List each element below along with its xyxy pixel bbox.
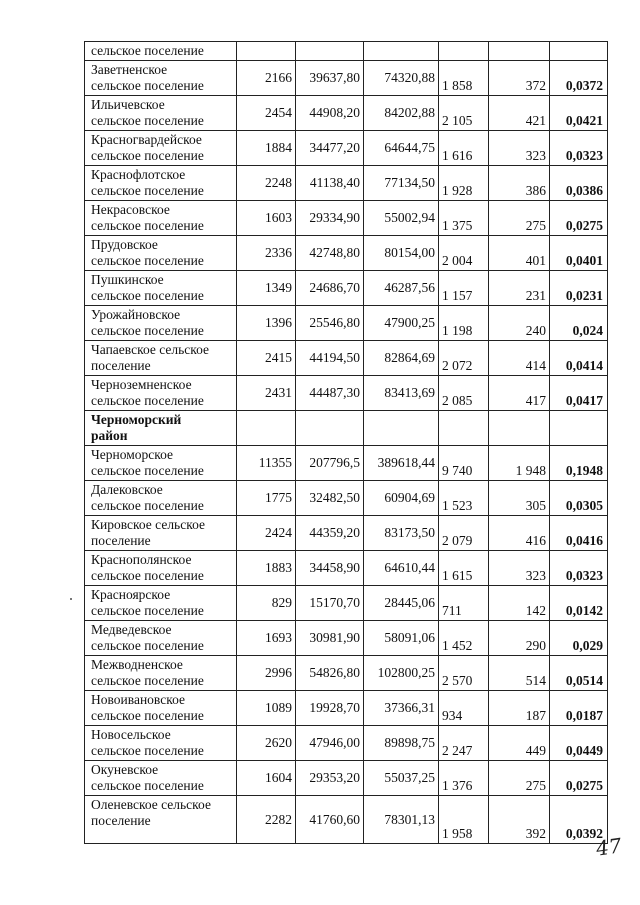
value-d-cell: 187: [489, 691, 550, 726]
coefficient-cell: [550, 42, 608, 61]
population-cell: 11355: [237, 446, 296, 481]
value-c-cell: [439, 411, 489, 446]
table-row: [85, 376, 608, 411]
value-d-cell: 421: [489, 96, 550, 131]
value-b-cell: 84202,88: [364, 96, 439, 131]
coefficient-cell: 0,0275: [550, 761, 608, 796]
value-d-cell: 231: [489, 271, 550, 306]
value-a-cell: 19928,70: [296, 691, 364, 726]
value-b-cell: 60904,69: [364, 481, 439, 516]
coefficient-cell: 0,0449: [550, 726, 608, 761]
population-cell: [237, 42, 296, 61]
value-d-cell: 416: [489, 516, 550, 551]
population-cell: 1349: [237, 271, 296, 306]
value-c-cell: 1 157: [439, 271, 489, 306]
value-b-cell: 55037,25: [364, 761, 439, 796]
value-d-cell: 386: [489, 166, 550, 201]
coefficient-cell: 0,0401: [550, 236, 608, 271]
value-d-cell: 414: [489, 341, 550, 376]
value-c-cell: 934: [439, 691, 489, 726]
table-row: [85, 446, 608, 481]
value-c-cell: 1 452: [439, 621, 489, 656]
settlement-name-cell: Краснофлотское сельское поселение: [85, 166, 237, 201]
value-d-cell: 275: [489, 201, 550, 236]
settlement-name-cell: Прудовское сельское поселение: [85, 236, 237, 271]
table-row: [85, 726, 608, 761]
value-d-cell: 401: [489, 236, 550, 271]
coefficient-cell: 0,0323: [550, 551, 608, 586]
settlement-name-cell: сельское поселение: [85, 42, 237, 61]
table-row: [85, 586, 608, 621]
population-cell: 1693: [237, 621, 296, 656]
value-a-cell: 25546,80: [296, 306, 364, 341]
coefficient-cell: 0,0187: [550, 691, 608, 726]
coefficient-cell: 0,0231: [550, 271, 608, 306]
value-a-cell: 41760,60: [296, 796, 364, 844]
coefficient-cell: 0,0275: [550, 201, 608, 236]
settlement-name-cell: Черноморский район: [85, 411, 237, 446]
population-cell: 1089: [237, 691, 296, 726]
value-a-cell: 15170,70: [296, 586, 364, 621]
value-b-cell: 74320,88: [364, 61, 439, 96]
value-a-cell: 34458,90: [296, 551, 364, 586]
table-row: [85, 96, 608, 131]
value-c-cell: 1 198: [439, 306, 489, 341]
settlement-name-cell: Некрасовское сельское поселение: [85, 201, 237, 236]
value-d-cell: 323: [489, 131, 550, 166]
settlement-name-cell: Окуневское сельское поселение: [85, 761, 237, 796]
coefficient-cell: 0,0372: [550, 61, 608, 96]
value-b-cell: 77134,50: [364, 166, 439, 201]
table-row: [85, 131, 608, 166]
coefficient-cell: 0,1948: [550, 446, 608, 481]
settlement-name-cell: Межводненское сельское поселение: [85, 656, 237, 691]
value-c-cell: 2 079: [439, 516, 489, 551]
population-cell: 1603: [237, 201, 296, 236]
value-b-cell: 58091,06: [364, 621, 439, 656]
value-c-cell: [439, 42, 489, 61]
scan-speck: [70, 598, 72, 600]
population-cell: 1396: [237, 306, 296, 341]
value-d-cell: 372: [489, 61, 550, 96]
population-cell: 2454: [237, 96, 296, 131]
value-b-cell: 83413,69: [364, 376, 439, 411]
population-cell: 2282: [237, 796, 296, 844]
coefficient-cell: 0,0386: [550, 166, 608, 201]
value-a-cell: 29334,90: [296, 201, 364, 236]
table-row: [85, 166, 608, 201]
value-c-cell: 711: [439, 586, 489, 621]
value-c-cell: 2 247: [439, 726, 489, 761]
value-b-cell: 82864,69: [364, 341, 439, 376]
settlement-name-cell: Кировское сельское поселение: [85, 516, 237, 551]
settlement-name-cell: Красногвардейское сельское поселение: [85, 131, 237, 166]
population-cell: 2415: [237, 341, 296, 376]
value-d-cell: [489, 411, 550, 446]
value-b-cell: 83173,50: [364, 516, 439, 551]
section-header-row: [85, 411, 608, 446]
value-c-cell: 2 004: [439, 236, 489, 271]
table-row: [85, 306, 608, 341]
value-d-cell: 305: [489, 481, 550, 516]
settlement-name-cell: Урожайновское сельское поселение: [85, 306, 237, 341]
value-b-cell: [364, 411, 439, 446]
value-a-cell: 47946,00: [296, 726, 364, 761]
settlement-name-cell: Красноярское сельское поселение: [85, 586, 237, 621]
value-c-cell: 1 615: [439, 551, 489, 586]
value-c-cell: 1 958: [439, 796, 489, 844]
value-b-cell: 89898,75: [364, 726, 439, 761]
table-row: [85, 61, 608, 96]
population-cell: 2431: [237, 376, 296, 411]
value-c-cell: 2 085: [439, 376, 489, 411]
settlement-name-cell: Далековское сельское поселение: [85, 481, 237, 516]
settlement-name-cell: Новоивановское сельское поселение: [85, 691, 237, 726]
population-cell: 2996: [237, 656, 296, 691]
table-row: [85, 656, 608, 691]
settlement-name-cell: Медведевское сельское поселение: [85, 621, 237, 656]
value-a-cell: [296, 42, 364, 61]
value-a-cell: 44359,20: [296, 516, 364, 551]
table-row: [85, 271, 608, 306]
table-row: [85, 516, 608, 551]
coefficient-cell: 0,0417: [550, 376, 608, 411]
table-row: [85, 236, 608, 271]
value-b-cell: 55002,94: [364, 201, 439, 236]
population-cell: [237, 411, 296, 446]
settlement-name-cell: Краснополянское сельское поселение: [85, 551, 237, 586]
population-cell: 2248: [237, 166, 296, 201]
value-c-cell: 1 616: [439, 131, 489, 166]
value-d-cell: 514: [489, 656, 550, 691]
value-b-cell: 80154,00: [364, 236, 439, 271]
value-a-cell: 41138,40: [296, 166, 364, 201]
value-a-cell: 54826,80: [296, 656, 364, 691]
value-d-cell: [489, 42, 550, 61]
settlement-name-cell: Новосельское сельское поселение: [85, 726, 237, 761]
population-cell: 829: [237, 586, 296, 621]
coefficient-cell: 0,0323: [550, 131, 608, 166]
coefficient-cell: 0,024: [550, 306, 608, 341]
value-d-cell: 290: [489, 621, 550, 656]
population-cell: 2424: [237, 516, 296, 551]
value-c-cell: 1 523: [439, 481, 489, 516]
value-a-cell: 207796,5: [296, 446, 364, 481]
settlement-name-cell: Заветненское сельское поселение: [85, 61, 237, 96]
population-cell: 1604: [237, 761, 296, 796]
population-cell: 1884: [237, 131, 296, 166]
value-d-cell: 142: [489, 586, 550, 621]
coefficient-cell: [550, 411, 608, 446]
allocation-table: [84, 41, 608, 844]
coefficient-cell: 0,0142: [550, 586, 608, 621]
table-row: [85, 42, 608, 61]
value-d-cell: 240: [489, 306, 550, 341]
value-d-cell: 392: [489, 796, 550, 844]
value-c-cell: 2 570: [439, 656, 489, 691]
table-row: [85, 551, 608, 586]
handwritten-page-number: 47: [594, 833, 623, 861]
value-a-cell: 42748,80: [296, 236, 364, 271]
settlement-name-cell: Оленевское сельское поселение: [85, 796, 237, 844]
coefficient-cell: 0,0414: [550, 341, 608, 376]
settlement-name-cell: Ильичевское сельское поселение: [85, 96, 237, 131]
value-b-cell: [364, 42, 439, 61]
value-b-cell: 47900,25: [364, 306, 439, 341]
value-a-cell: 29353,20: [296, 761, 364, 796]
value-a-cell: 30981,90: [296, 621, 364, 656]
value-a-cell: 24686,70: [296, 271, 364, 306]
value-d-cell: 417: [489, 376, 550, 411]
value-b-cell: 37366,31: [364, 691, 439, 726]
population-cell: 2336: [237, 236, 296, 271]
settlement-name-cell: Пушкинское сельское поселение: [85, 271, 237, 306]
value-c-cell: 9 740: [439, 446, 489, 481]
table-row: [85, 796, 608, 844]
value-a-cell: 44487,30: [296, 376, 364, 411]
value-b-cell: 28445,06: [364, 586, 439, 621]
value-a-cell: 44194,50: [296, 341, 364, 376]
value-b-cell: 64644,75: [364, 131, 439, 166]
value-b-cell: 64610,44: [364, 551, 439, 586]
table-row: [85, 481, 608, 516]
value-d-cell: 275: [489, 761, 550, 796]
settlement-name-cell: Чапаевское сельское поселение: [85, 341, 237, 376]
value-d-cell: 449: [489, 726, 550, 761]
table-body: [85, 42, 608, 844]
value-b-cell: 102800,25: [364, 656, 439, 691]
table-row: [85, 341, 608, 376]
value-b-cell: 46287,56: [364, 271, 439, 306]
value-b-cell: 389618,44: [364, 446, 439, 481]
value-c-cell: 1 376: [439, 761, 489, 796]
population-cell: 2166: [237, 61, 296, 96]
settlement-name-cell: Черноземненское сельское поселение: [85, 376, 237, 411]
value-a-cell: [296, 411, 364, 446]
value-c-cell: 1 928: [439, 166, 489, 201]
value-a-cell: 34477,20: [296, 131, 364, 166]
population-cell: 1883: [237, 551, 296, 586]
value-b-cell: 78301,13: [364, 796, 439, 844]
table-row: [85, 201, 608, 236]
coefficient-cell: 0,0421: [550, 96, 608, 131]
value-d-cell: 323: [489, 551, 550, 586]
settlement-name-cell: Черноморское сельское поселение: [85, 446, 237, 481]
table-row: [85, 691, 608, 726]
value-d-cell: 1 948: [489, 446, 550, 481]
coefficient-cell: 0,029: [550, 621, 608, 656]
coefficient-cell: 0,0305: [550, 481, 608, 516]
value-a-cell: 39637,80: [296, 61, 364, 96]
value-a-cell: 44908,20: [296, 96, 364, 131]
table-row: [85, 761, 608, 796]
value-c-cell: 2 072: [439, 341, 489, 376]
value-a-cell: 32482,50: [296, 481, 364, 516]
population-cell: 2620: [237, 726, 296, 761]
coefficient-cell: 0,0416: [550, 516, 608, 551]
population-cell: 1775: [237, 481, 296, 516]
table-row: [85, 621, 608, 656]
value-c-cell: 1 375: [439, 201, 489, 236]
coefficient-cell: 0,0514: [550, 656, 608, 691]
value-c-cell: 2 105: [439, 96, 489, 131]
value-c-cell: 1 858: [439, 61, 489, 96]
coefficient-cell: 0,0392: [550, 796, 608, 844]
